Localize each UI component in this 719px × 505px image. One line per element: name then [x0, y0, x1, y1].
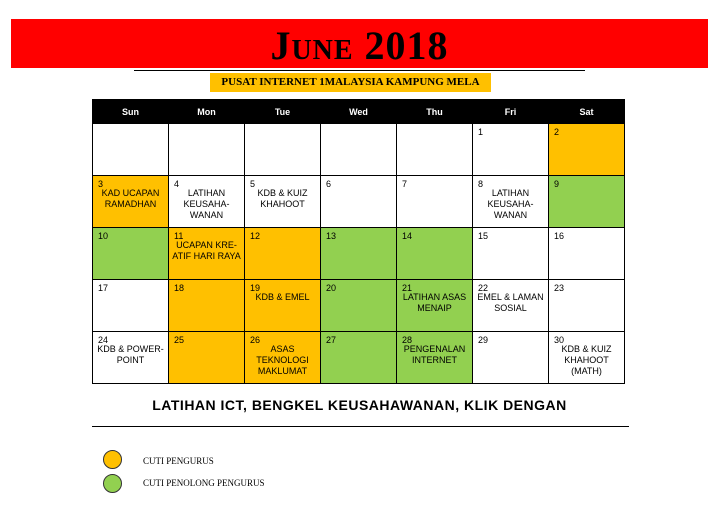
day-cell[interactable] — [93, 124, 169, 176]
day-cell[interactable] — [397, 228, 473, 280]
day-number: 13 — [326, 231, 337, 241]
center-name: PUSAT INTERNET 1MALAYSIA KAMPUNG MELA — [210, 73, 491, 92]
day-cell[interactable] — [473, 176, 549, 228]
day-cell[interactable] — [397, 280, 473, 332]
day-number: 11 — [174, 231, 184, 241]
day-number: 5 — [250, 179, 256, 189]
day-number: 2 — [554, 127, 560, 137]
day-number: 10 — [98, 231, 109, 241]
day-number: 12 — [250, 231, 261, 241]
legend-label-cuti-pengurus: CUTI PENGURUS — [143, 456, 214, 466]
day-number: 14 — [402, 231, 413, 241]
day-cell[interactable] — [245, 280, 321, 332]
day-number: 22 — [478, 283, 489, 293]
day-cell[interactable] — [397, 332, 473, 384]
event-label: LATIHAN KEUSAHA-WANAN — [183, 188, 230, 220]
event-label: KAD UCAPAN RAMADHAN — [101, 188, 160, 209]
week-row — [93, 228, 625, 280]
weekday-header: Sat — [549, 100, 625, 124]
day-number: 3 — [98, 179, 104, 189]
day-cell[interactable] — [549, 124, 625, 176]
calendar-grid — [92, 99, 625, 384]
week-row — [93, 332, 625, 384]
day-number: 19 — [250, 283, 261, 293]
day-cell[interactable] — [93, 228, 169, 280]
day-cell[interactable] — [549, 332, 625, 384]
weekday-header: Wed — [321, 100, 397, 124]
event-label: KDB & KUIZ KHAHOOT — [257, 188, 308, 209]
week-row — [93, 280, 625, 332]
day-cell[interactable] — [473, 124, 549, 176]
day-cell[interactable] — [321, 228, 397, 280]
day-cell[interactable] — [397, 176, 473, 228]
day-cell[interactable] — [245, 228, 321, 280]
day-cell[interactable] — [473, 228, 549, 280]
day-number: 28 — [402, 335, 413, 345]
weekday-header: Mon — [169, 100, 245, 124]
day-cell[interactable] — [321, 124, 397, 176]
day-cell[interactable] — [169, 332, 245, 384]
day-cell[interactable] — [473, 332, 549, 384]
day-cell[interactable] — [549, 228, 625, 280]
event-label: LATIHAN KEUSAHA-WANAN — [487, 188, 534, 220]
day-cell[interactable] — [169, 124, 245, 176]
day-number: 8 — [478, 179, 484, 189]
event-label: EMEL & LAMAN SOSIAL — [477, 292, 544, 313]
day-cell[interactable] — [549, 176, 625, 228]
week-row — [93, 176, 625, 228]
day-number: 1 — [478, 127, 484, 137]
event-label: UCAPAN KRE-ATIF HARI RAYA — [172, 240, 241, 261]
day-number: 21 — [402, 283, 413, 293]
event-label: LATIHAN ASAS MENAIP — [402, 292, 467, 313]
day-number: 17 — [98, 283, 109, 293]
day-cell[interactable] — [245, 124, 321, 176]
day-number: 15 — [478, 231, 489, 241]
header-divider — [134, 70, 585, 71]
footer-divider — [92, 426, 629, 427]
week-row — [93, 124, 625, 176]
day-cell[interactable] — [93, 280, 169, 332]
weekday-header-row — [93, 100, 625, 124]
day-cell[interactable] — [93, 332, 169, 384]
title-banner — [11, 19, 708, 68]
day-cell[interactable] — [321, 176, 397, 228]
legend-label-cuti-penolong-pengurus: CUTI PENOLONG PENGURUS — [143, 478, 265, 488]
legend-green-dot — [103, 474, 122, 493]
day-number: 7 — [402, 179, 408, 189]
day-cell[interactable] — [321, 332, 397, 384]
weekday-header: Tue — [245, 100, 321, 124]
event-label: PENGENALAN INTERNET — [403, 344, 466, 365]
event-label: KDB & POWER-POINT — [97, 344, 164, 365]
day-number: 26 — [250, 335, 261, 345]
footer-caption: LATIHAN ICT, BENGKEL KEUSAHAWANAN, KLIK DENGAN — [152, 397, 567, 413]
day-number: 23 — [554, 283, 565, 293]
day-cell[interactable] — [321, 280, 397, 332]
day-cell[interactable] — [169, 280, 245, 332]
day-cell[interactable] — [473, 280, 549, 332]
day-number: 29 — [478, 335, 489, 345]
day-number: 30 — [554, 335, 565, 345]
day-number: 27 — [326, 335, 337, 345]
day-number: 16 — [554, 231, 565, 241]
day-cell[interactable] — [169, 228, 245, 280]
day-cell[interactable] — [169, 176, 245, 228]
day-number: 4 — [174, 179, 180, 189]
page-title: June 2018 — [270, 23, 449, 68]
event-label: ASAS TEKNOLOGI MAKLUMAT — [256, 344, 309, 376]
day-number: 6 — [326, 179, 332, 189]
weekday-header: Thu — [397, 100, 473, 124]
day-number: 18 — [174, 283, 185, 293]
day-cell[interactable] — [93, 176, 169, 228]
legend-orange-dot — [103, 450, 122, 469]
day-number: 24 — [98, 335, 109, 345]
day-number: 25 — [174, 335, 185, 345]
day-cell[interactable] — [245, 332, 321, 384]
day-cell[interactable] — [549, 280, 625, 332]
event-label: KDB & KUIZ KHAHOOT (MATH) — [561, 344, 612, 376]
day-cell[interactable] — [245, 176, 321, 228]
weekday-header: Fri — [473, 100, 549, 124]
day-number: 9 — [554, 179, 560, 189]
day-cell[interactable] — [397, 124, 473, 176]
day-number: 20 — [326, 283, 337, 293]
event-label: KDB & EMEL — [255, 292, 310, 302]
weekday-header: Sun — [93, 100, 169, 124]
